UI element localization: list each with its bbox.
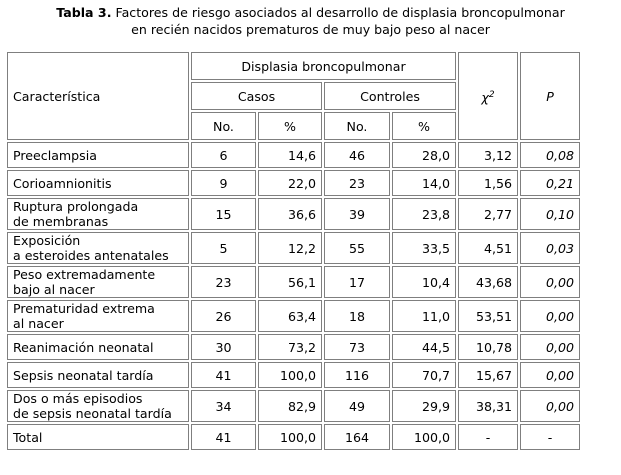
controles-pct-cell: 44,5 bbox=[392, 334, 456, 360]
row-label-line-2: al nacer bbox=[13, 316, 64, 331]
caption-line-2: en recién nacidos prematuros de muy bajo peso al nacer bbox=[131, 22, 490, 37]
casos-pct-cell: 100,0 bbox=[258, 362, 322, 388]
casos-no-cell: 30 bbox=[191, 334, 256, 360]
controles-pct-cell: 14,0 bbox=[392, 170, 456, 196]
chi2-cell: 38,31 bbox=[458, 390, 518, 422]
header-casos: Casos bbox=[191, 82, 322, 110]
total-row bbox=[7, 424, 580, 450]
table-row bbox=[7, 390, 580, 422]
header-controles-pct: % bbox=[392, 112, 456, 140]
controles-pct-cell: 11,0 bbox=[392, 300, 456, 332]
p-cell: 0,00 bbox=[520, 390, 580, 422]
total-controles-pct: 100,0 bbox=[392, 424, 456, 450]
casos-no-cell: 23 bbox=[191, 266, 256, 298]
chi2-cell: 1,56 bbox=[458, 170, 518, 196]
row-label-line-1: Preeclampsia bbox=[13, 147, 97, 163]
header-caracteristica: Característica bbox=[7, 52, 189, 140]
total-controles-no: 164 bbox=[324, 424, 390, 450]
chi2-cell: 10,78 bbox=[458, 334, 518, 360]
casos-pct-cell: 56,1 bbox=[258, 266, 322, 298]
table-row bbox=[7, 170, 580, 196]
controles-pct-cell: 29,9 bbox=[392, 390, 456, 422]
casos-pct-cell: 22,0 bbox=[258, 170, 322, 196]
header-group: Displasia broncopulmonar bbox=[191, 52, 456, 80]
casos-pct-cell: 73,2 bbox=[258, 334, 322, 360]
p-cell: 0,21 bbox=[520, 170, 580, 196]
chi2-cell: 43,68 bbox=[458, 266, 518, 298]
p-cell: 0,03 bbox=[520, 232, 580, 264]
row-label bbox=[7, 390, 189, 422]
row-label-line-1: Dos o más episodios bbox=[13, 391, 143, 406]
controles-no-cell: 18 bbox=[324, 300, 390, 332]
casos-pct-cell: 36,6 bbox=[258, 198, 322, 230]
controles-no-cell: 73 bbox=[324, 334, 390, 360]
risk-factors-table bbox=[5, 50, 582, 452]
chi2-cell: 3,12 bbox=[458, 142, 518, 168]
total-chi2: - bbox=[458, 424, 518, 450]
total-casos-no: 41 bbox=[191, 424, 256, 450]
casos-no-cell: 9 bbox=[191, 170, 256, 196]
p-cell: 0,00 bbox=[520, 362, 580, 388]
controles-no-cell: 116 bbox=[324, 362, 390, 388]
casos-no-cell: 6 bbox=[191, 142, 256, 168]
row-label bbox=[7, 232, 189, 264]
controles-pct-cell: 10,4 bbox=[392, 266, 456, 298]
table-row bbox=[7, 142, 580, 168]
casos-no-cell: 41 bbox=[191, 362, 256, 388]
casos-pct-cell: 63,4 bbox=[258, 300, 322, 332]
chi-symbol: χ bbox=[481, 89, 489, 105]
p-cell: 0,00 bbox=[520, 266, 580, 298]
table-row bbox=[7, 334, 580, 360]
row-label-line-1: Ruptura prolongada bbox=[13, 199, 139, 214]
row-label-line-2: a esteroides antenatales bbox=[13, 248, 169, 263]
p-cell: 0,00 bbox=[520, 300, 580, 332]
row-label-line-1: Peso extremadamente bbox=[13, 267, 156, 282]
table-row bbox=[7, 198, 580, 230]
table-row bbox=[7, 300, 580, 332]
header-casos-pct: % bbox=[258, 112, 322, 140]
row-label bbox=[7, 142, 189, 168]
casos-no-cell: 15 bbox=[191, 198, 256, 230]
chi2-cell: 53,51 bbox=[458, 300, 518, 332]
controles-no-cell: 17 bbox=[324, 266, 390, 298]
row-label bbox=[7, 170, 189, 196]
total-casos-pct: 100,0 bbox=[258, 424, 322, 450]
controles-pct-cell: 28,0 bbox=[392, 142, 456, 168]
casos-pct-cell: 12,2 bbox=[258, 232, 322, 264]
row-label-line-2: de sepsis neonatal tardía bbox=[13, 406, 172, 421]
p-cell: 0,08 bbox=[520, 142, 580, 168]
chi-superscript: 2 bbox=[488, 89, 495, 100]
casos-pct-cell: 14,6 bbox=[258, 142, 322, 168]
row-label bbox=[7, 300, 189, 332]
row-label-line-1: Exposición bbox=[13, 233, 81, 248]
caption-line-1 bbox=[0, 4, 621, 21]
controles-no-cell: 23 bbox=[324, 170, 390, 196]
controles-pct-cell: 23,8 bbox=[392, 198, 456, 230]
chi2-cell: 4,51 bbox=[458, 232, 518, 264]
controles-no-cell: 46 bbox=[324, 142, 390, 168]
p-cell: 0,10 bbox=[520, 198, 580, 230]
table-row bbox=[7, 266, 580, 298]
controles-pct-cell: 33,5 bbox=[392, 232, 456, 264]
row-label-line-1: Sepsis neonatal tardía bbox=[13, 367, 154, 383]
header-controles: Controles bbox=[324, 82, 456, 110]
row-label-line-1: Reanimación neonatal bbox=[13, 339, 154, 355]
controles-no-cell: 49 bbox=[324, 390, 390, 422]
controles-no-cell: 55 bbox=[324, 232, 390, 264]
table-row bbox=[7, 362, 580, 388]
chi2-cell: 2,77 bbox=[458, 198, 518, 230]
row-label bbox=[7, 362, 189, 388]
row-label-line-2: bajo al nacer bbox=[13, 282, 95, 297]
table-row bbox=[7, 232, 580, 264]
casos-pct-cell: 82,9 bbox=[258, 390, 322, 422]
casos-no-cell: 5 bbox=[191, 232, 256, 264]
controles-pct-cell: 70,7 bbox=[392, 362, 456, 388]
row-label-line-1: Prematuridad extrema bbox=[13, 301, 155, 316]
casos-no-cell: 26 bbox=[191, 300, 256, 332]
table-caption bbox=[0, 4, 621, 38]
header-controles-no: No. bbox=[324, 112, 390, 140]
chi2-cell: 15,67 bbox=[458, 362, 518, 388]
row-label-line-2: de membranas bbox=[13, 214, 109, 229]
header-p: P bbox=[520, 52, 580, 140]
caption-label: Tabla 3. bbox=[56, 5, 112, 20]
header-casos-no: No. bbox=[191, 112, 256, 140]
total-p: - bbox=[520, 424, 580, 450]
p-cell: 0,00 bbox=[520, 334, 580, 360]
caption-title-1: Factores de riesgo asociados al desarrollo de displasia broncopulmonar bbox=[115, 5, 565, 20]
row-label bbox=[7, 198, 189, 230]
casos-no-cell: 34 bbox=[191, 390, 256, 422]
row-label-line-1: Corioamnionitis bbox=[13, 175, 112, 191]
total-label: Total bbox=[7, 424, 189, 450]
controles-no-cell: 39 bbox=[324, 198, 390, 230]
header-chi2 bbox=[458, 52, 518, 140]
row-label bbox=[7, 266, 189, 298]
row-label bbox=[7, 334, 189, 360]
